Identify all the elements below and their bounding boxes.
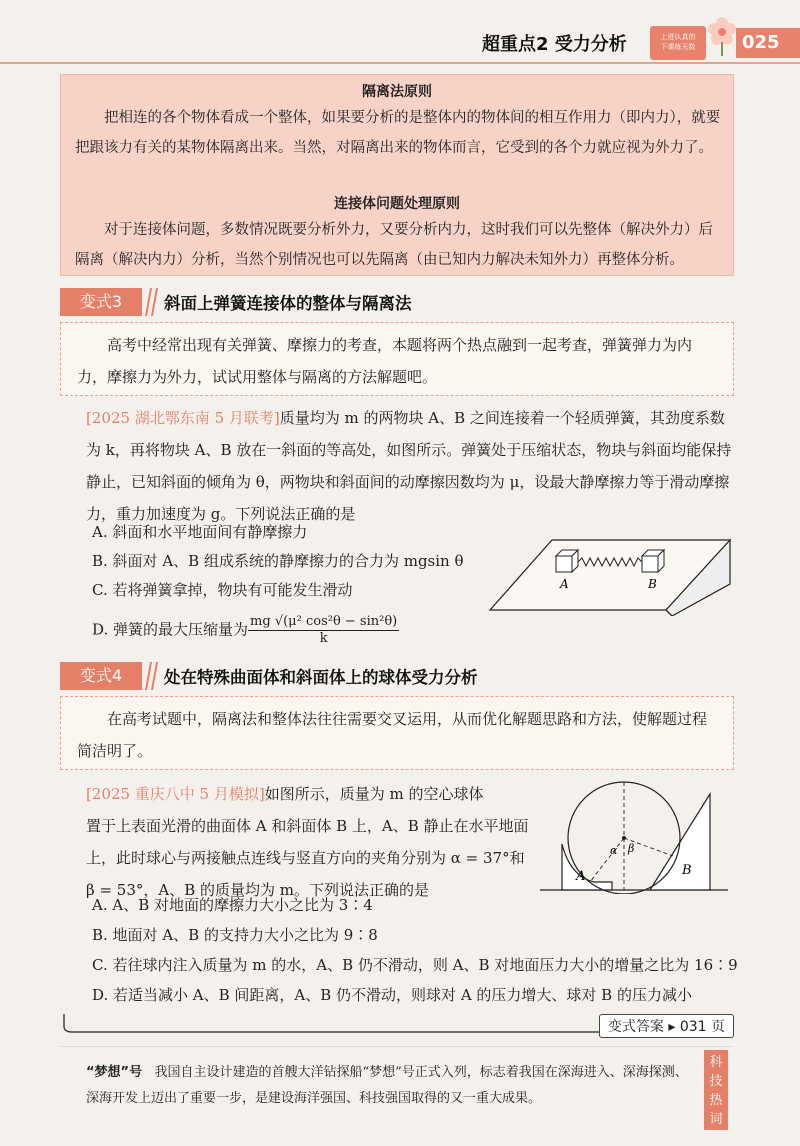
variant3-stem: 质量均为 m 的两物块 A、B 之间连接着一个轻质弹簧，其劲度系数为 k，再将物块 A、B 放在一斜面的等高处，如图所示。弹簧处于压缩状态，物块与斜面均能保持静止，已知斜面的倾角为 θ，两物块和斜面间的动摩擦因数均为 μ，设最大静摩擦力等于滑动摩擦力，重力加速度为 g。下列说法正确的是 [86,409,732,523]
variant4-stem-line1: 如图所示，质量为 m 的空心球体 [264,785,484,803]
connected-text: 对于连接体问题，多数情况既要分析外力，又要分析内力，这时我们可以先整体（解决外力）后隔离（解决内力）分析，当然个别情况也可以先隔离（由已知内力解决未知外力）再整体分析。 [75,222,713,268]
angle-alpha-label: α [610,844,618,857]
formula-numerator: mg √(μ² cos²θ − sin²θ) [250,614,398,629]
variant4-title: 处在特殊曲面体和斜面体上的球体受力分析 [164,668,478,687]
variant3-option-c: C. 若将弹簧拿掉，物块有可能发生滑动 [92,581,353,599]
variant3-option-b: B. 斜面对 A、B 组成系统的静摩擦力的合力为 mgsin θ [92,552,464,570]
variant4-option-c: C. 若往球内注入质量为 m 的水，A、B 仍不滑动，则 A、B 对地面压力大小的增量之比为 16∶9 [92,956,738,974]
variant4-intro-box [60,696,734,770]
formula-denominator: k [319,631,328,646]
connected-heading: 连接体问题处理原则 [334,196,460,212]
principle-box [60,74,734,276]
variant4-option-d: D. 若适当减小 A、B 间距离，A、B 仍不滑动，则球对 A 的压力增大、球对 B 的压力减小 [92,986,692,1004]
variant4-problem-line1 [86,778,526,810]
flower-icon [706,16,738,56]
variant4-source: [2025 重庆八中 5 月模拟] [86,785,265,803]
sphere-figure [540,776,728,894]
answer-reference-row [62,1010,734,1040]
block-a [556,550,578,572]
variant3-title: 斜面上弹簧连接体的整体与隔离法 [164,294,412,313]
footer-divider [60,1046,734,1047]
variant4-stem: 置于上表面光滑的曲面体 A 和斜面体 B 上，A、B 静止在水平地面上，此时球心与两接触点连线与竖直方向的夹角分别为 α = 37°和 β = 53°，A、B 的质量均为 m。下列说法正确的是 [86,817,529,899]
chapter-title: 超重点2 受力分析 [482,34,627,55]
incline-spring-figure [482,524,732,616]
variant3-option-d-prefix: D. 弹簧的最大压缩量为 [92,620,249,639]
variant4-intro: 在高考试题中，隔离法和整体法往往需要交叉运用，从而优化解题思路和方法，使解题过程简洁明了。 [77,710,708,760]
footer-note [86,1060,696,1112]
variant3-option-a: A. 斜面和水平地面间有静摩擦力 [92,523,308,541]
variant3-intro-box [60,322,734,396]
variant3-header [60,288,734,318]
page-number: 025 [736,28,800,58]
figure-label-b: B [682,863,692,878]
variant4-option-b: B. 地面对 A、B 的支持力大小之比为 9∶8 [92,926,378,944]
figure-label-a: A [576,869,586,884]
header-badge: 上进认真的 下课练天数 [650,26,706,60]
formula-fraction [248,614,399,647]
slash-decoration-icon [142,662,158,690]
footer-note-text: 我国自主设计建造的首艘大洋钻探船“梦想”号正式入列，标志着我国在深海进入、深海探测、深海开发上迈出了重要一步，是建设海洋强国、科技强国取得的又一重大成果。 [86,1065,688,1106]
variant3-tag: 变式3 [60,288,142,316]
variant3-problem [86,402,732,530]
footer-note-title: “梦想”号 [86,1065,143,1080]
isolation-heading: 隔离法原则 [362,84,432,100]
variant4-header [60,662,734,692]
slash-decoration-icon [142,288,158,316]
answer-page-link[interactable]: 变式答案 ▸ 031 页 [599,1014,734,1038]
variant4-tag: 变式4 [60,662,142,690]
isolation-text: 把相连的各个物体看成一个整体，如果要分析的是整体内的物体间的相互作用力（即内力），就要把跟该力有关的某物体隔离出来。当然，对隔离出来的物体而言，它受到的各个力就应视为外力了。 [75,110,721,156]
answer-rule [62,1010,622,1040]
figure-label-b: B [648,577,657,591]
variant3-source: [2025 湖北鄂东南 5 月联考] [86,409,280,427]
figure-label-a: A [560,577,569,591]
block-b [642,550,664,572]
variant4-option-a: A. A、B 对地面的摩擦力大小之比为 3∶4 [92,896,373,914]
variant3-intro: 高考中经常出现有关弹簧、摩擦力的考查，本题将两个热点融到一起考查，弹簧弹力为内力，摩擦力为外力，试试用整体与隔离的方法解题吧。 [77,336,693,386]
variant3-option-d [92,614,399,647]
angle-beta-label: β [628,842,635,855]
side-tab: 科 技 热 词 [704,1050,728,1130]
